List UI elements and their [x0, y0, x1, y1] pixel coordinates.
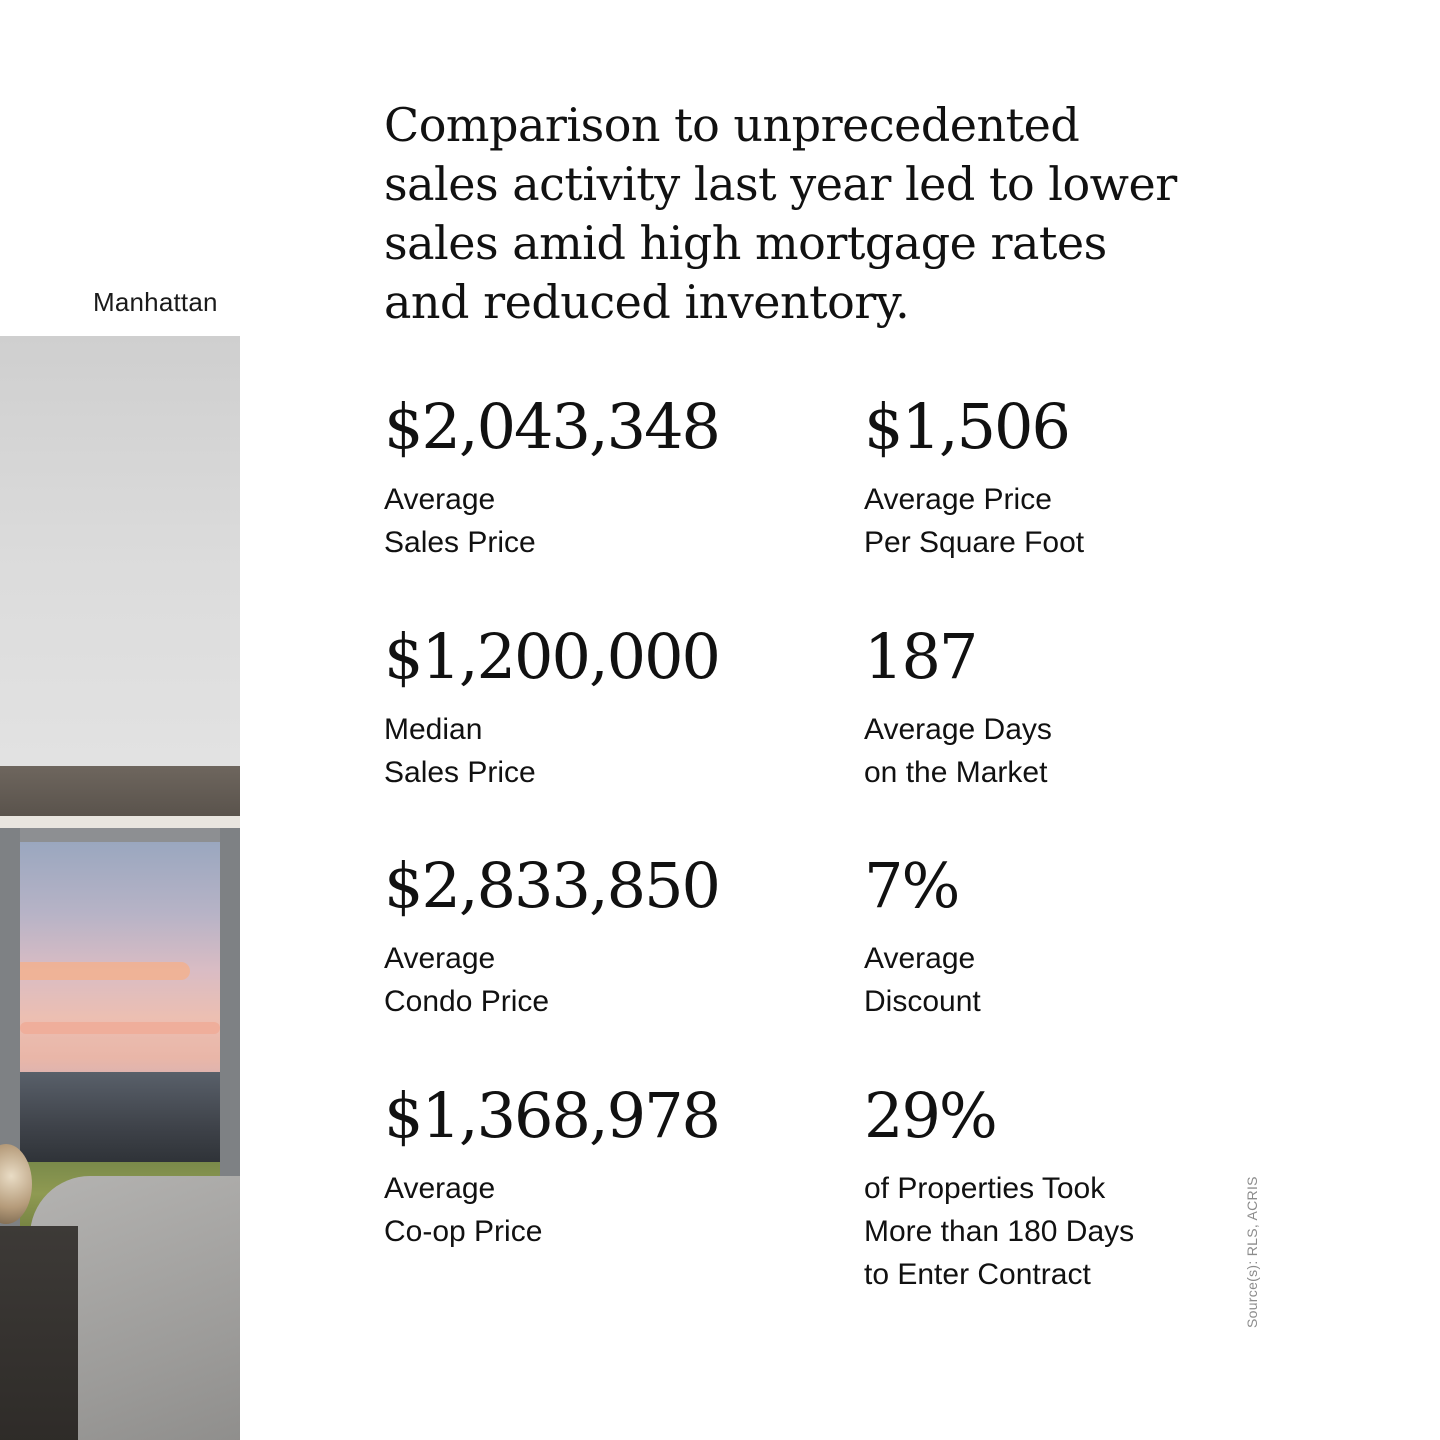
stat-label-line: of Properties Took	[864, 1172, 1106, 1205]
stat-properties-over-180-days	[864, 1079, 1284, 1296]
stat-average-sales-price	[384, 390, 804, 564]
headline: Comparison to unprecedented sales activity last year led to lower sales amid high mortgage rates and reduced inventory.	[384, 98, 1177, 329]
region-label: Manhattan	[93, 287, 218, 317]
stat-value: $2,043,348	[384, 390, 719, 463]
stat-average-price-per-square-foot	[864, 390, 1284, 564]
source-note: Source(s): RLS, ACRIS	[1244, 1176, 1260, 1328]
stat-label-line: Co-op Price	[384, 1215, 543, 1248]
stat-label	[384, 1167, 804, 1253]
stat-label-line: Average	[384, 483, 496, 516]
stat-label	[384, 937, 804, 1023]
stat-label-line: Sales Price	[384, 526, 536, 559]
stat-label	[864, 478, 1284, 564]
stat-label-line: Sales Price	[384, 756, 536, 789]
living-room-window-view-image	[0, 336, 240, 1440]
stat-value: 29%	[864, 1079, 996, 1152]
stat-value: 7%	[864, 849, 959, 922]
stat-average-condo-price	[384, 849, 804, 1023]
stat-value: $1,506	[864, 390, 1069, 463]
stat-value: $2,833,850	[384, 849, 719, 922]
stat-label	[384, 708, 804, 794]
stat-value: 187	[864, 620, 977, 693]
stat-label-line: Average Price	[864, 483, 1052, 516]
stat-label-line: Average	[864, 942, 976, 975]
stat-label-line: Median	[384, 713, 483, 746]
stat-label	[864, 708, 1284, 794]
stat-label	[864, 937, 1284, 1023]
stat-label-line: Average	[384, 942, 496, 975]
stat-label-line: More than 180 Days	[864, 1215, 1135, 1248]
stat-average-discount	[864, 849, 1284, 1023]
stat-label-line: Average Days	[864, 713, 1052, 746]
stat-label-line: on the Market	[864, 756, 1048, 789]
stat-average-days-on-market	[864, 620, 1284, 794]
stat-label-line: Condo Price	[384, 985, 550, 1018]
stat-label-line: Per Square Foot	[864, 526, 1085, 559]
stat-average-coop-price	[384, 1079, 804, 1253]
stat-value: $1,200,000	[384, 620, 719, 693]
stat-label	[864, 1167, 1284, 1296]
stat-median-sales-price	[384, 620, 804, 794]
stat-label-line: Average	[384, 1172, 496, 1205]
stat-value: $1,368,978	[384, 1079, 719, 1152]
stat-label-line: to Enter Contract	[864, 1258, 1091, 1291]
stat-label	[384, 478, 804, 564]
stat-label-line: Discount	[864, 985, 981, 1018]
